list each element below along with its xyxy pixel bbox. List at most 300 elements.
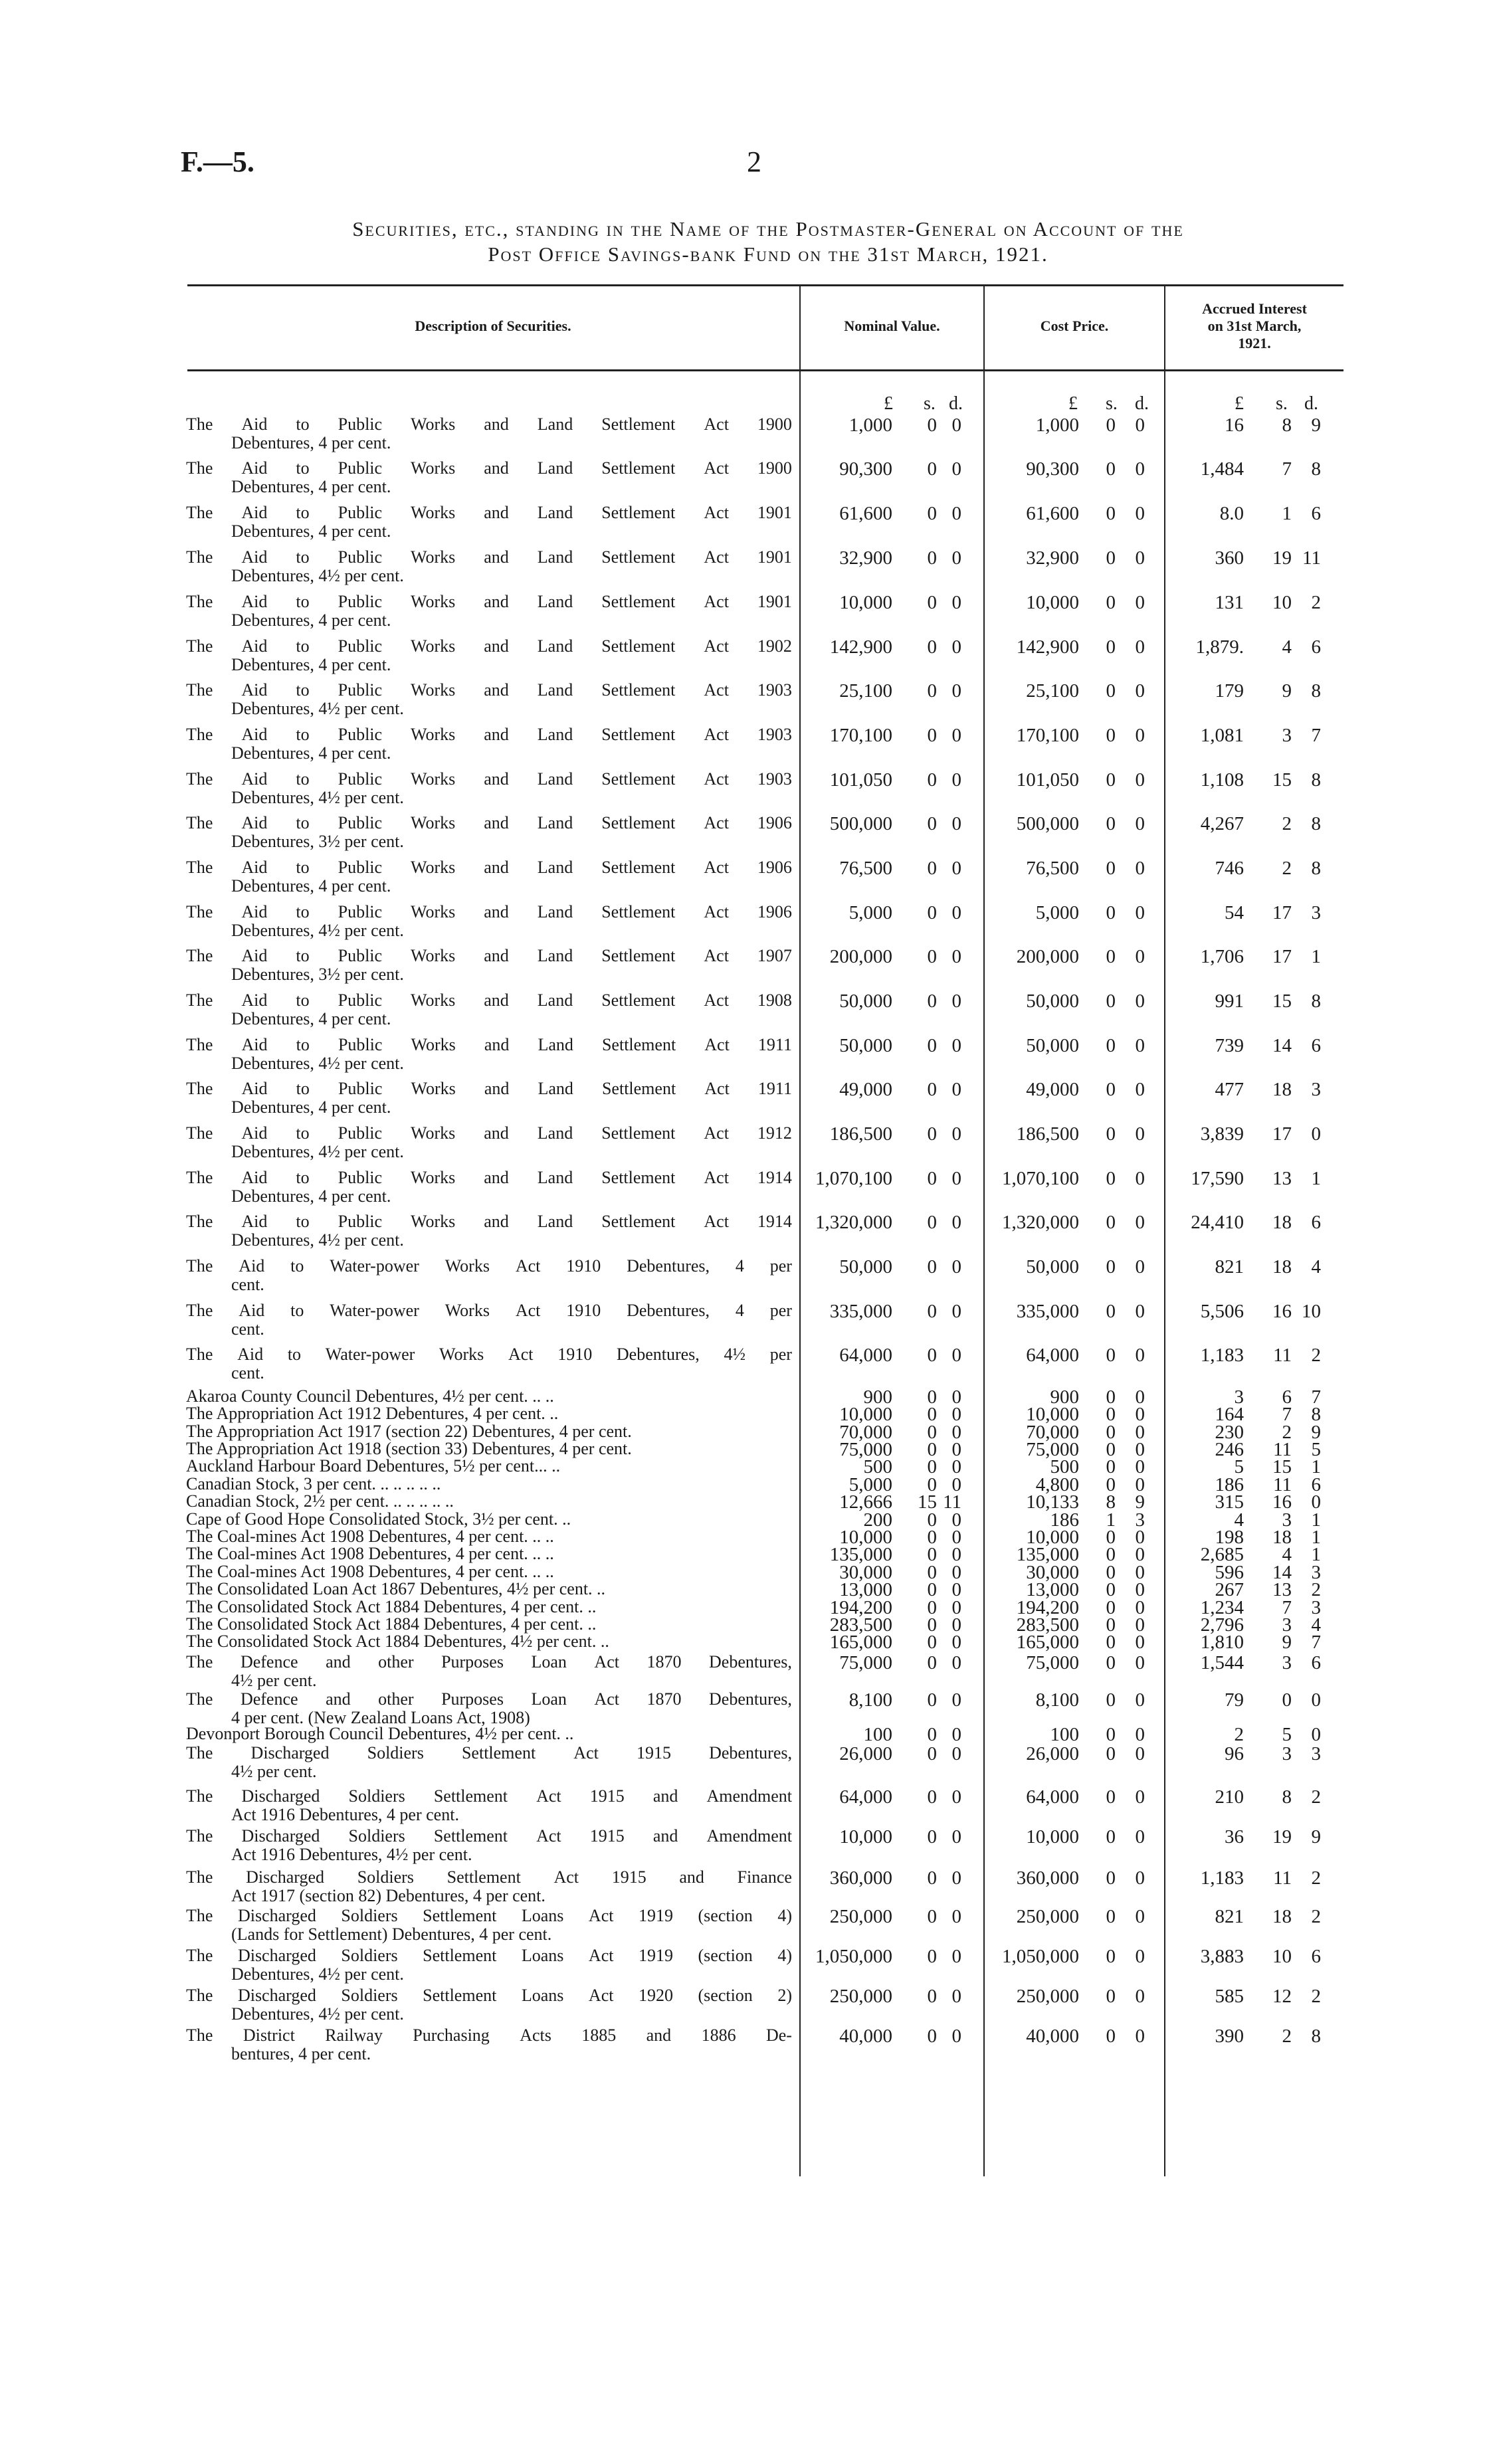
cell-cd: 0: [1135, 1404, 1145, 1425]
cell-cd: 0: [1135, 1906, 1145, 1927]
cell-n: 250,000: [829, 1906, 892, 1927]
cell-cs: 0: [1106, 1474, 1116, 1495]
security-description-line-2: Debentures, 4 per cent.: [231, 433, 391, 452]
security-description-line-2: Debentures, 4½ per cent.: [231, 1230, 404, 1250]
cell-cs: 0: [1106, 1826, 1116, 1848]
cell-id: 8: [1311, 813, 1321, 834]
cell-n: 186,500: [829, 1123, 892, 1145]
cell-cd: 0: [1135, 1439, 1145, 1460]
cell-i: 267: [1215, 1579, 1244, 1600]
cell-nd: 0: [951, 725, 961, 746]
cell-id: 8: [1311, 458, 1321, 480]
security-description: [186, 1169, 792, 1206]
cell-cs: 0: [1106, 946, 1116, 967]
cell-ns: 0: [927, 1474, 937, 1495]
cell-cs: 0: [1106, 858, 1116, 879]
cell-n: 49,000: [839, 1079, 892, 1100]
cell-n: 100: [863, 1724, 892, 1745]
cell-cs: 0: [1106, 1212, 1116, 1233]
security-description-line-2: Debentures, 4 per cent.: [231, 611, 391, 630]
security-description-line-2: Debentures, 4½ per cent.: [231, 921, 404, 940]
cell-cd: 0: [1135, 1256, 1145, 1278]
security-description-line-2: 4 per cent. (New Zealand Loans Act, 1908): [231, 1708, 530, 1727]
cell-id: 6: [1311, 1652, 1321, 1673]
security-description-line-1: The Aid to Water-power Works Act 1910 Debentures, 4 per: [186, 1256, 792, 1276]
cell-i: 3,883: [1200, 1946, 1244, 1967]
cell-i: 54: [1225, 902, 1244, 923]
security-description-line-2: Debentures, 4 per cent.: [231, 1097, 391, 1117]
cell-c: 76,500: [1026, 858, 1079, 879]
cell-ns: 0: [927, 1212, 937, 1233]
security-description-line-2: Debentures, 3½ per cent.: [231, 965, 404, 984]
cell-id: 2: [1311, 1579, 1321, 1600]
security-description-line-1: The Coal-mines Act 1908 Debentures, 4 per cent. .. ..: [186, 1544, 554, 1563]
cell-is: 16: [1272, 1301, 1292, 1322]
security-description-line-1: The Consolidated Loan Act 1867 Debentures, 4½ per cent. ..: [186, 1579, 606, 1598]
cell-nd: 0: [951, 547, 961, 569]
security-description: [186, 1545, 792, 1563]
cell-n: 360,000: [829, 1867, 892, 1889]
security-description: [186, 814, 792, 851]
cell-id: 8: [1311, 858, 1321, 879]
cell-i: 821: [1215, 1906, 1244, 1927]
cell-c: 13,000: [1026, 1579, 1079, 1600]
col-header-interest-line-1: Accrued Interest: [1202, 300, 1307, 317]
cell-n: 5,000: [848, 902, 892, 923]
cell-cs: 0: [1106, 1562, 1116, 1583]
cell-nd: 0: [951, 1652, 961, 1673]
cell-nd: 0: [951, 1527, 961, 1548]
cell-c: 50,000: [1026, 991, 1079, 1012]
cell-is: 0: [1282, 1689, 1292, 1711]
cell-n: 26,000: [839, 1743, 892, 1764]
cell-ns: 0: [927, 902, 937, 923]
cell-ns: 0: [927, 1527, 937, 1548]
cell-cd: 0: [1135, 592, 1145, 613]
cell-c: 360,000: [1016, 1867, 1079, 1889]
cell-cd: 0: [1135, 902, 1145, 923]
security-description: [186, 1492, 792, 1511]
cell-nd: 0: [951, 503, 961, 524]
security-description-line-1: The Aid to Public Works and Land Settlement Act 1903: [186, 769, 792, 789]
cell-nd: 0: [951, 1743, 961, 1764]
cell-i: 230: [1215, 1422, 1244, 1443]
cell-is: 3: [1282, 1652, 1292, 1673]
column-divider-3: [1164, 286, 1165, 2176]
security-description-line-1: The Aid to Public Works and Land Settlement Act 1901: [186, 503, 792, 522]
cell-i: 1,183: [1200, 1345, 1244, 1366]
cell-cd: 0: [1135, 1689, 1145, 1711]
cell-id: 11: [1302, 547, 1321, 569]
cell-i: 477: [1215, 1079, 1244, 1100]
security-description: [186, 1080, 792, 1117]
cell-cs: 0: [1106, 1786, 1116, 1808]
cell-i: 4,267: [1200, 813, 1244, 834]
security-description-line-2: cent.: [231, 1275, 264, 1294]
cell-id: 3: [1311, 1743, 1321, 1764]
cell-nd: 0: [951, 1256, 961, 1278]
cell-id: 2: [1311, 1867, 1321, 1889]
cell-nd: 0: [951, 680, 961, 702]
cell-c: 26,000: [1026, 1743, 1079, 1764]
cell-nd: 0: [951, 1826, 961, 1848]
security-description: [186, 1827, 792, 1864]
cell-i: 596: [1215, 1562, 1244, 1583]
cell-is: 4: [1282, 1544, 1292, 1565]
column-divider-2: [983, 286, 985, 2176]
cell-ns: 0: [927, 991, 937, 1012]
security-description-line-2: 4½ per cent.: [231, 1671, 317, 1690]
cell-i: 1,183: [1200, 1867, 1244, 1889]
cell-n: 10,000: [839, 1826, 892, 1848]
cell-i: 4: [1234, 1509, 1244, 1531]
page-number: 2: [747, 145, 761, 178]
cell-ns: 0: [927, 1743, 937, 1764]
cell-c: 335,000: [1016, 1301, 1079, 1322]
nominal-pence-unit: d.: [949, 393, 963, 414]
cell-nd: 0: [951, 1986, 961, 2007]
cell-cs: 0: [1106, 1867, 1116, 1889]
cell-cs: 0: [1106, 1079, 1116, 1100]
cell-cs: 0: [1106, 1946, 1116, 1967]
cell-id: 0: [1311, 1689, 1321, 1711]
cell-nd: 0: [951, 1562, 961, 1583]
cell-cs: 0: [1106, 547, 1116, 569]
cell-c: 10,000: [1026, 1527, 1079, 1548]
cell-i: 315: [1215, 1491, 1244, 1513]
cell-ns: 0: [927, 1946, 937, 1967]
cell-cd: 0: [1135, 1632, 1145, 1653]
cell-cs: 0: [1106, 991, 1116, 1012]
cell-is: 11: [1273, 1439, 1292, 1460]
security-description-line-2: Act 1916 Debentures, 4 per cent.: [231, 1805, 459, 1824]
security-description-line-1: The Coal-mines Act 1908 Debentures, 4 per cent. .. ..: [186, 1527, 554, 1546]
security-description: [186, 947, 792, 984]
cell-c: 10,000: [1026, 592, 1079, 613]
cell-c: 283,500: [1016, 1614, 1079, 1636]
cell-cs: 0: [1106, 1986, 1116, 2007]
cell-id: 6: [1311, 1946, 1321, 1967]
security-description-line-1: Canadian Stock, 3 per cent. .. .. .. .. ..: [186, 1474, 441, 1493]
cell-cd: 0: [1135, 991, 1145, 1012]
cell-cd: 0: [1135, 415, 1145, 436]
security-description: [186, 1580, 792, 1598]
cell-nd: 0: [951, 1404, 961, 1425]
interest-pound-unit: £: [1235, 393, 1244, 414]
security-description-line-2: bentures, 4 per cent.: [231, 2044, 371, 2063]
cell-is: 7: [1282, 458, 1292, 480]
security-description-line-1: The Discharged Soldiers Settlement Act 1915 and Amendment: [186, 1826, 792, 1846]
cell-cd: 0: [1135, 1743, 1145, 1764]
cell-ns: 0: [927, 1079, 937, 1100]
cell-cd: 0: [1135, 1527, 1145, 1548]
cell-is: 14: [1272, 1035, 1292, 1056]
cell-i: 186: [1215, 1474, 1244, 1495]
cell-is: 7: [1282, 1597, 1292, 1618]
cost-pence-unit: d.: [1135, 393, 1149, 414]
cell-n: 25,100: [839, 680, 892, 702]
cell-cs: 0: [1106, 902, 1116, 923]
cell-n: 50,000: [839, 991, 892, 1012]
cell-cd: 0: [1135, 680, 1145, 702]
cell-ns: 15: [918, 1491, 937, 1513]
cell-id: 7: [1311, 1386, 1321, 1408]
cell-cs: 0: [1106, 769, 1116, 791]
cell-n: 76,500: [839, 858, 892, 879]
cell-cd: 0: [1135, 503, 1145, 524]
cell-c: 101,050: [1016, 769, 1079, 791]
cell-n: 12,666: [839, 1491, 892, 1513]
security-description: [186, 1301, 792, 1339]
security-description: [186, 459, 792, 496]
document-reference: F.—5.: [181, 145, 254, 178]
cell-n: 200,000: [829, 946, 892, 967]
security-description-line-1: Devonport Borough Council Debentures, 4½ per cent. ..: [186, 1724, 574, 1743]
cell-is: 15: [1272, 1456, 1292, 1477]
security-description: [186, 1440, 792, 1458]
cell-cs: 0: [1106, 1456, 1116, 1477]
cell-ns: 0: [927, 1456, 937, 1477]
security-description-line-1: The District Railway Purchasing Acts 1885 and 1886 De-: [186, 2026, 792, 2045]
cell-i: 210: [1215, 1786, 1244, 1808]
cell-ns: 0: [927, 1301, 937, 1322]
cell-is: 19: [1272, 1826, 1292, 1848]
security-description: [186, 1257, 792, 1294]
security-description-line-1: The Aid to Public Works and Land Settlement Act 1906: [186, 902, 792, 921]
cell-n: 500: [863, 1456, 892, 1477]
cell-n: 170,100: [829, 725, 892, 746]
cell-c: 25,100: [1026, 680, 1079, 702]
cell-n: 142,900: [829, 636, 892, 658]
security-description: [186, 637, 792, 674]
cell-c: 500,000: [1016, 813, 1079, 834]
cell-i: 821: [1215, 1256, 1244, 1278]
security-description-line-1: The Aid to Public Works and Land Settlement Act 1900: [186, 415, 792, 434]
cell-id: 4: [1311, 1256, 1321, 1278]
cell-nd: 0: [951, 1386, 961, 1408]
cell-n: 101,050: [829, 769, 892, 791]
cell-cs: 8: [1106, 1491, 1116, 1513]
cell-cs: 0: [1106, 1527, 1116, 1548]
cell-ns: 0: [927, 680, 937, 702]
cell-is: 15: [1272, 991, 1292, 1012]
cell-cd: 0: [1135, 1986, 1145, 2007]
cell-i: 1,234: [1200, 1597, 1244, 1618]
security-description-line-1: The Appropriation Act 1912 Debentures, 4 per cent. ..: [186, 1404, 559, 1423]
cell-nd: 0: [951, 636, 961, 658]
cell-c: 500: [1050, 1456, 1079, 1477]
cell-cs: 1: [1106, 1509, 1116, 1531]
cell-c: 4,800: [1035, 1474, 1079, 1495]
cell-nd: 0: [951, 1422, 961, 1443]
cell-i: 246: [1215, 1439, 1244, 1460]
cell-nd: 0: [951, 1439, 961, 1460]
cell-is: 5: [1282, 1724, 1292, 1745]
cell-ns: 0: [927, 1123, 937, 1145]
cell-cd: 0: [1135, 1579, 1145, 1600]
cell-is: 6: [1282, 1386, 1292, 1408]
security-description: [186, 1457, 792, 1475]
security-description: [186, 1690, 792, 1727]
security-description: [186, 1868, 792, 1905]
cell-nd: 0: [951, 769, 961, 791]
security-description-line-1: The Defence and other Purposes Loan Act 1870 Debentures,: [186, 1689, 792, 1709]
cell-cd: 0: [1135, 1786, 1145, 1808]
cell-id: 0: [1311, 1724, 1321, 1745]
col-header-description: Description of Securities.: [415, 318, 571, 334]
security-description: [186, 2026, 792, 2063]
security-description: [186, 903, 792, 940]
cell-ns: 0: [927, 1579, 937, 1600]
cell-c: 75,000: [1026, 1439, 1079, 1460]
cell-cd: 0: [1135, 636, 1145, 658]
cell-n: 64,000: [839, 1345, 892, 1366]
cell-ns: 0: [927, 1906, 937, 1927]
cell-id: 5: [1311, 1439, 1321, 1460]
security-description: [186, 1946, 792, 1984]
cell-c: 186: [1050, 1509, 1079, 1531]
security-description-line-1: The Aid to Public Works and Land Settlement Act 1900: [186, 458, 792, 478]
cell-cs: 0: [1106, 1256, 1116, 1278]
header-bottom-rule: [187, 369, 1343, 371]
cell-c: 5,000: [1035, 902, 1079, 923]
cell-i: 16: [1225, 415, 1244, 436]
cell-ns: 0: [927, 1986, 937, 2007]
security-description-line-1: Canadian Stock, 2½ per cent. .. .. .. .. ..: [186, 1491, 454, 1511]
cell-c: 165,000: [1016, 1632, 1079, 1653]
cell-ns: 0: [927, 1544, 937, 1565]
cell-is: 17: [1272, 946, 1292, 967]
security-description-line-2: 4½ per cent.: [231, 1762, 317, 1781]
nominal-pound-unit: £: [884, 393, 893, 414]
cell-is: 3: [1282, 725, 1292, 746]
cell-cd: 0: [1135, 1597, 1145, 1618]
security-description: [186, 1725, 792, 1743]
cell-is: 8: [1282, 1786, 1292, 1808]
security-description-line-1: The Aid to Public Works and Land Settlement Act 1901: [186, 592, 792, 611]
cell-ns: 0: [927, 636, 937, 658]
cell-is: 7: [1282, 1404, 1292, 1425]
cell-ns: 0: [927, 1386, 937, 1408]
cell-i: 2,685: [1200, 1544, 1244, 1565]
cell-n: 30,000: [839, 1562, 892, 1583]
security-description-line-1: The Aid to Public Works and Land Settlement Act 1903: [186, 680, 792, 700]
cell-id: 1: [1311, 1456, 1321, 1477]
security-description-line-1: The Aid to Public Works and Land Settlement Act 1911: [186, 1035, 792, 1054]
table-top-rule: [187, 284, 1343, 286]
cell-id: 2: [1311, 592, 1321, 613]
cell-cs: 0: [1106, 1123, 1116, 1145]
security-description-line-2: Act 1917 (section 82) Debentures, 4 per cent.: [231, 1886, 546, 1905]
security-description-line-1: The Aid to Public Works and Land Settlement Act 1914: [186, 1212, 792, 1231]
cell-is: 11: [1273, 1867, 1292, 1889]
cell-is: 13: [1272, 1579, 1292, 1600]
security-description: [186, 1212, 792, 1250]
cell-i: 390: [1215, 2026, 1244, 2047]
cell-c: 10,133: [1026, 1491, 1079, 1513]
security-description-line-1: The Appropriation Act 1918 (section 33) Debentures, 4 per cent.: [186, 1439, 632, 1458]
cell-i: 36: [1225, 1826, 1244, 1848]
cell-ns: 0: [927, 1168, 937, 1189]
security-description-line-1: The Aid to Public Works and Land Settlement Act 1912: [186, 1123, 792, 1143]
cell-id: 9: [1311, 1826, 1321, 1848]
cell-is: 18: [1272, 1079, 1292, 1100]
cell-ns: 0: [927, 813, 937, 834]
security-description-line-2: Debentures, 4 per cent.: [231, 477, 391, 496]
cell-nd: 0: [951, 1345, 961, 1366]
cell-i: 2,796: [1200, 1614, 1244, 1636]
cell-n: 900: [863, 1386, 892, 1408]
cell-n: 40,000: [839, 2026, 892, 2047]
cell-cd: 0: [1135, 1386, 1145, 1408]
cell-n: 1,000: [848, 415, 892, 436]
cell-cd: 9: [1135, 1491, 1145, 1513]
cell-i: 198: [1215, 1527, 1244, 1548]
security-description-line-1: The Coal-mines Act 1908 Debentures, 4 per cent. .. ..: [186, 1562, 554, 1581]
security-description-line-1: The Aid to Public Works and Land Settlement Act 1907: [186, 946, 792, 965]
cell-cs: 0: [1106, 1579, 1116, 1600]
cell-cd: 0: [1135, 458, 1145, 480]
cell-n: 194,200: [829, 1597, 892, 1618]
cell-c: 90,300: [1026, 458, 1079, 480]
cell-cd: 0: [1135, 547, 1145, 569]
cell-i: 991: [1215, 991, 1244, 1012]
cell-nd: 0: [951, 1946, 961, 1967]
security-description-line-2: cent.: [231, 1363, 264, 1382]
security-description-line-1: The Consolidated Stock Act 1884 Debentures, 4 per cent. ..: [186, 1597, 597, 1616]
cell-cs: 0: [1106, 458, 1116, 480]
cell-is: 3: [1282, 1614, 1292, 1636]
cell-ns: 0: [927, 769, 937, 791]
cell-c: 49,000: [1026, 1079, 1079, 1100]
security-description: [186, 504, 792, 541]
col-header-interest-line-2: on 31st March,: [1207, 318, 1302, 334]
cell-i: 131: [1215, 592, 1244, 613]
cell-c: 250,000: [1016, 1986, 1079, 2007]
security-description-line-2: Debentures, 4½ per cent.: [231, 699, 404, 718]
cell-i: 1,081: [1200, 725, 1244, 746]
cell-cs: 0: [1106, 1168, 1116, 1189]
cell-id: 6: [1311, 503, 1321, 524]
cell-id: 8: [1311, 769, 1321, 791]
cell-ns: 0: [927, 503, 937, 524]
cell-ns: 0: [927, 415, 937, 436]
cell-cd: 0: [1135, 1301, 1145, 1322]
cell-cs: 0: [1106, 1439, 1116, 1460]
cell-nd: 0: [951, 1614, 961, 1636]
cell-c: 1,050,000: [1002, 1946, 1079, 1967]
cell-id: 7: [1311, 725, 1321, 746]
cell-id: 0: [1311, 1491, 1321, 1513]
cell-nd: 0: [951, 1597, 961, 1618]
cell-cd: 0: [1135, 1212, 1145, 1233]
cell-nd: 0: [951, 1474, 961, 1495]
security-description-line-1: The Defence and other Purposes Loan Act 1870 Debentures,: [186, 1652, 792, 1671]
security-description-line-1: The Aid to Public Works and Land Settlement Act 1911: [186, 1079, 792, 1098]
cell-nd: 0: [951, 1509, 961, 1531]
cell-cs: 0: [1106, 1386, 1116, 1408]
cell-c: 10,000: [1026, 1826, 1079, 1848]
cell-is: 17: [1272, 902, 1292, 923]
cell-ns: 0: [927, 1867, 937, 1889]
cell-cd: 0: [1135, 1946, 1145, 1967]
cell-nd: 0: [951, 1632, 961, 1653]
cell-is: 2: [1282, 2026, 1292, 2047]
cell-c: 50,000: [1026, 1256, 1079, 1278]
security-description-line-1: The Aid to Public Works and Land Settlement Act 1902: [186, 636, 792, 656]
cell-n: 90,300: [839, 458, 892, 480]
cell-c: 61,600: [1026, 503, 1079, 524]
